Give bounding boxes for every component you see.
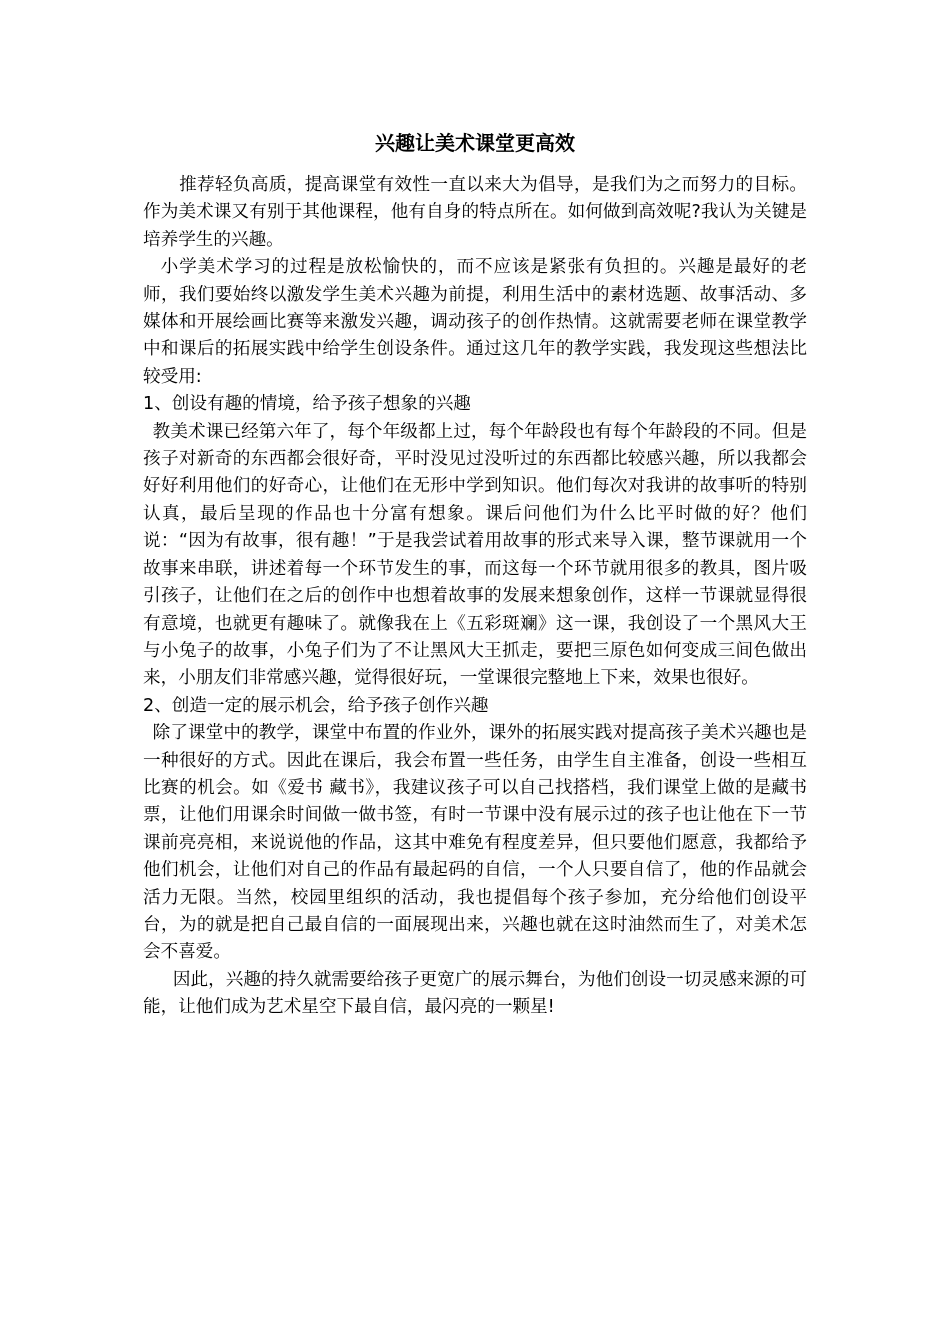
document-body (143, 172, 807, 1022)
document-title: 兴趣让美术课堂更高效 (375, 131, 575, 155)
paragraph-conclusion: 因此，兴趣的持久就需要给孩子更宽广的展示舞台，为他们创设一切灵感来源的可能，让他们成为艺术星空下最自信，最闪亮的一颗星! (143, 969, 807, 1018)
paragraph-overview: 小学美术学习的过程是放松愉快的，而不应该是紧张有负担的。兴趣是最好的老师，我们要始终以激发学生美术兴趣为前提，利用生活中的素材选题、故事活动、多媒体和开展绘画比赛等来激发兴趣，调动孩子的创作热情。这就需要老师在课堂教学中和课后的拓展实践中给学生创设条件。通过这几年的教学实践，我发现这些想法比较受用: (143, 257, 807, 387)
paragraph-section-2: 除了课堂中的教学，课堂中布置的作业外，课外的拓展实践对提高孩子美术兴趣也是一种很好的方式。因此在课后，我会布置一些任务，由学生自主准备，创设一些相互比赛的机会。如《爱书 藏书》，我建议孩子可以自己找搭档，我们课堂上做的是藏书票，让他们用课余时间做一做书签，有时一节课中没有展示过的孩子也让他在下一节课前亮亮相，来说说他的作品，这其中难免有程度差异，但只要他们愿意，我都给予他们机会，让他们对自己的作品有最起码的自信，一个人只要自信了，他的作品就会活力无限。当然，校园里组织的活动，我也提倡每个孩子参加，充分给他们创设平台，为的就是把自己最自信的一面展现出来，兴趣也就在这时油然而生了，对美术怎会不喜爱。 (143, 723, 807, 963)
paragraph-section-1: 教美术课已经第六年了，每个年级都上过，每个年龄段也有每个年龄段的不同。但是孩子对新奇的东西都会很好奇，平时没见过没听过的东西都比较感兴趣，所以我都会好好利用他们的好奇心，让他们在无形中学到知识。他们每次对我讲的故事听的特别认真，最后呈现的作品也十分富有想象。课后问他们为什么比平时做的好？他们说：“因为有故事，很有趣！”于是我尝试着用故事的形式来导入课，整节课就用一个故事来串联，讲述着每一个环节发生的事，而这每一个环节就用很多的教具，图片吸引孩子，让他们在之后的创作中也想着故事的发展来想象创作，这样一节课就显得很有意境，也就更有趣味了。就像我在上《五彩斑斓》这一课，我创设了一个黑风大王与小兔子的故事，小兔子们为了不让黑风大王抓走，要把三原色如何变成三间色做出来，小朋友们非常感兴趣，觉得很好玩，一堂课很完整地上下来，效果也很好。 (143, 421, 807, 689)
paragraph-intro: 推荐轻负高质，提高课堂有效性一直以来大为倡导，是我们为之而努力的目标。作为美术课又有别于其他课程，他有自身的特点所在。如何做到高效呢?我认为关键是培养学生的兴趣。 (143, 175, 807, 250)
section-heading-2: 2、创造一定的展示机会，给予孩子创作兴趣 (143, 695, 489, 716)
section-heading-1: 1、创设有趣的情境，给予孩子想象的兴趣 (143, 394, 471, 415)
